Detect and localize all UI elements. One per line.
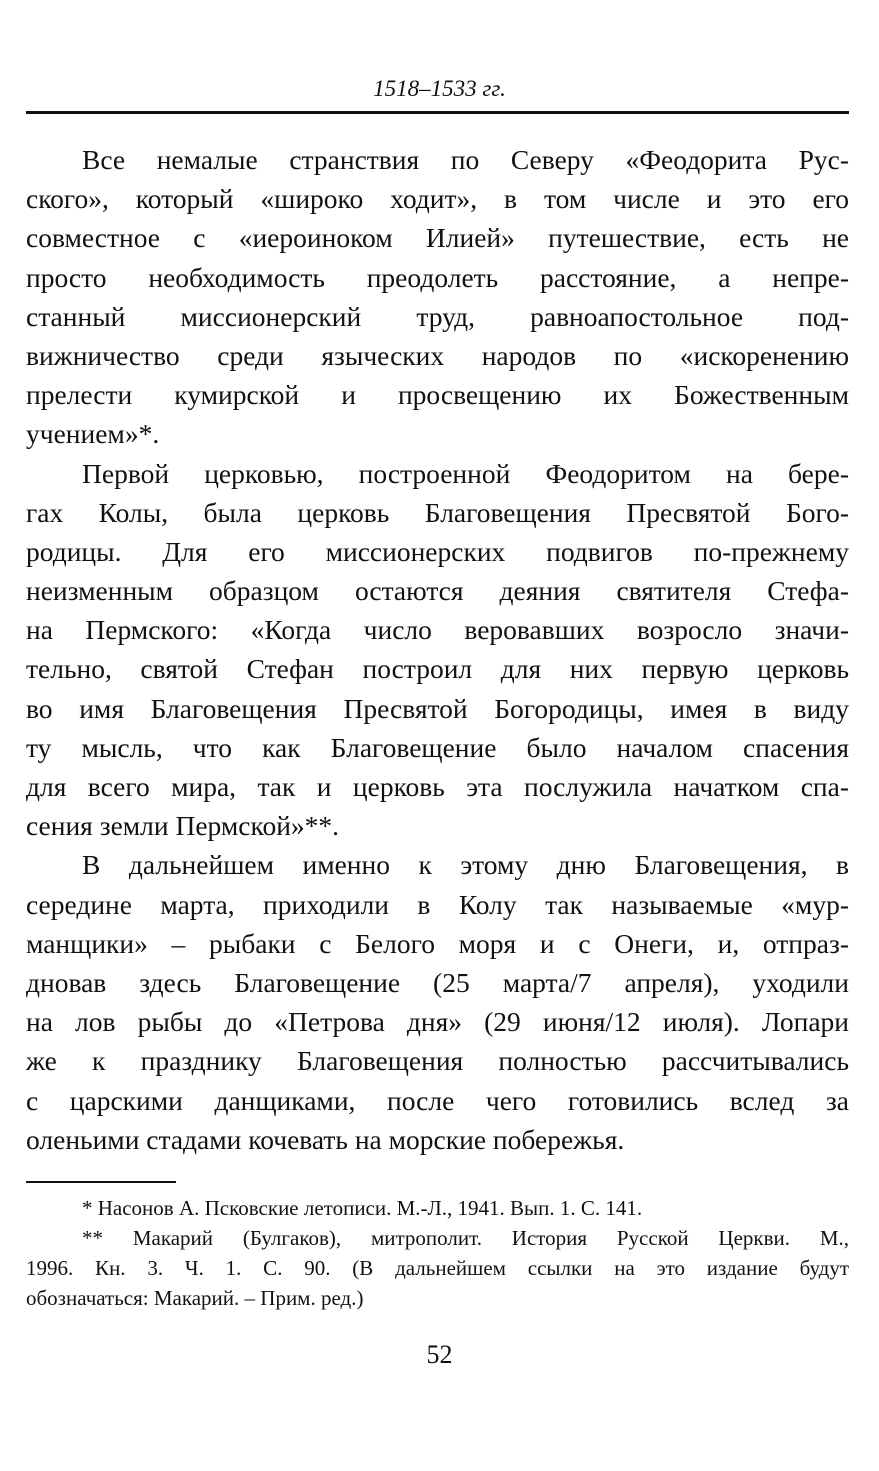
text-line: В дальнейшем именно к этому дню Благовещения, в — [82, 849, 849, 881]
text-line: прелести кумирской и просвещению их Божественным — [26, 379, 849, 411]
text-line: дновав здесь Благовещение (25 марта/7 апреля), уходили — [26, 966, 849, 998]
text-line: вижничество среди языческих народов по «искоренению — [26, 339, 849, 371]
text-line: учением»*. — [26, 418, 160, 450]
text-line: на Пермского: «Когда число веровавших возросло значи- — [26, 614, 849, 646]
text-line: Первой церковью, построенной Феодоритом на бере- — [82, 457, 849, 489]
text-line: середине марта, приходили в Колу так называемые «мур- — [26, 888, 849, 920]
text-line: же к празднику Благовещения полностью рассчитывались — [26, 1045, 849, 1077]
text-line: во имя Благовещения Пресвятой Богородицы, имея в виду — [26, 692, 849, 724]
footnote-1 — [26, 1193, 849, 1223]
text-line: на лов рыбы до «Петрова дня» (29 июня/12 июля). Лопари — [26, 1006, 849, 1038]
text-line: для всего мира, так и церковь эта послужила начатком спа- — [26, 771, 849, 802]
footnote-2 — [26, 1223, 849, 1313]
text-line: с царскими данщиками, после чего готовились вслед за — [26, 1084, 849, 1116]
text-line: гах Колы, была церковь Благовещения Пресвятой Бого- — [26, 496, 849, 528]
text-line: просто необходимость преодолеть расстояние, а непре- — [26, 261, 849, 293]
text-line: совместное с «иероиноком Илией» путешествие, есть не — [26, 222, 849, 254]
footnote-line: обозначаться: Макарий. – Прим. ред.) — [26, 1286, 364, 1310]
text-line: сения земли Пермской»**. — [26, 810, 340, 842]
paragraph-3 — [26, 845, 849, 1159]
footnote-rule — [26, 1181, 176, 1183]
text-line: манщики» – рыбаки с Белого моря и с Онеги, и, отпраз- — [26, 927, 849, 959]
footnotes — [26, 1193, 849, 1313]
page-number: 52 — [426, 1340, 453, 1369]
header-rule — [26, 111, 849, 114]
text-line: тельно, святой Стефан построил для них первую церковь — [26, 653, 849, 685]
text-line: неизменным образцом остаются деяния святителя Стефа- — [26, 575, 849, 607]
paragraph-1 — [26, 140, 849, 454]
text-line: станный миссионерский труд, равноапостольное под- — [26, 300, 849, 332]
running-head: 1518–1533 гг. — [373, 76, 506, 101]
footnote-line: ** Макарий (Булгаков), митрополит. История Русской Церкви. М., — [82, 1226, 849, 1250]
footnote-line: 1996. Кн. 3. Ч. 1. С. 90. (В дальнейшем ссылки на это издание будут — [26, 1256, 849, 1280]
text-line: родицы. Для его миссионерских подвигов по-прежнему — [26, 535, 849, 567]
text-line: ту мысль, что как Благовещение было началом спасения — [26, 731, 849, 763]
text-line: оленьими стадами кочевать на морские побережья. — [26, 1123, 625, 1155]
text-line: Все немалые странствия по Северу «Феодорита Рус- — [82, 144, 849, 175]
footnote-line: * Насонов А. Псковские летописи. М.-Л., 1941. Вып. 1. С. 141. — [82, 1196, 643, 1220]
paragraph-2 — [26, 454, 849, 846]
body-text — [26, 140, 849, 1159]
text-line: ского», который «широко ходит», в том числе и это его — [26, 183, 849, 215]
